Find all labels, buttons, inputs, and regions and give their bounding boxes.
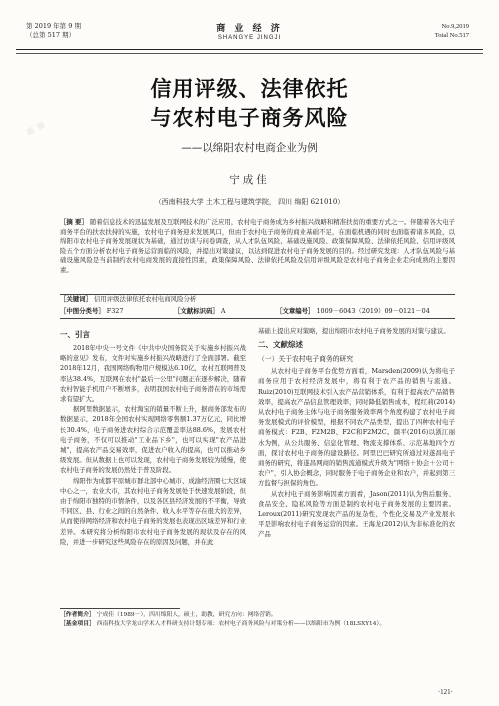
author-name: 宁成佳 bbox=[229, 174, 270, 186]
total-cn: （总第 517 期） bbox=[26, 31, 76, 39]
keywords-text: 信用评级法律依托农村电商风险分析 bbox=[94, 295, 197, 303]
footnote-rule bbox=[60, 608, 180, 609]
author-affiliation: （西南科技大学 土木工程与建筑学院， 四川 绵阳 621010） bbox=[154, 198, 345, 206]
article-title bbox=[0, 75, 499, 133]
title-line-1: 信用评级、法律依托 bbox=[150, 77, 349, 101]
doc-field bbox=[174, 307, 274, 316]
paragraph: 绵阳作为成都平原城市群北部中心城市、成渝经济圈七大区域中心之一，农业大市，其农村电子商务发展处于快速发展阶段，但由于绵阳市独特的市情条件，以及各区县经济发展的不平衡，导致不同区、县、行业之间的自然条件、收入水平等存在很大的差异，从而使得网络经济和农村电子商务的发展也表现出区域差异和行业差异。本研究将分析绵阳市农村电子商务发展的现状及存在的风险，并进一步研究这些风险存在的原因及问题，并在此 bbox=[60, 476, 246, 546]
clc-label: ［中图分类号］ bbox=[60, 307, 105, 315]
issue-en: No.9,2019 bbox=[441, 23, 469, 30]
keywords-label: ［关键词］ bbox=[60, 295, 92, 303]
paragraph: 从农村电子商务平台优势方面看，Marsden(2009)认为将电子商务应用于农村经济发展中，将有利于农产品的销售与流通。Ruiz(2010)互联网技术引入农产品营销体系，有利于提高农产品销售效率，提高农产品信息管理效率，同时降低销售成本，程红莉(2014)从农村电子商务主体与电子商务服务效率两个角度构建了农村电子商务发展模式的评价模型，根据不同农产品类型，提出了四种农村电子商务模式：F2B、F2M2B、F2C和F2M2C。颜平(2016)以浙江丽水为例，从公共服务、信息化管理、物流支撑体系、示范基地四个方面，探讨农村电子商务的建设路径。阿里巴巴研究所通过对遂昌电子商务的研究，将遂昌网商的销售流通模式升级为"网络＋协会＋公司＋农户"，引入协会概念，同时服务于电子商务企业和农户，并起到第三方监督与担保的角色。 bbox=[258, 367, 455, 488]
art-field bbox=[276, 307, 430, 316]
author-note-label: ［作者简介］ bbox=[60, 612, 95, 618]
header-rule bbox=[16, 53, 483, 54]
abstract bbox=[60, 218, 455, 276]
classification-row bbox=[60, 307, 455, 316]
paragraph: 2018年中央一号文件《中共中央国务院关于实施乡村振兴战略的意见》发布，文件对实施乡村振兴战略进行了全面部署。截至2018年12月，我国网络购物用户规模达6.10亿，农村互联网普及率达38.4%，互联网在农村"最后一公里"问题正在逐步解决，随着农村智能手机用户不断增多，表明我国农村电子商务潜在的市场需求有望扩大。 bbox=[60, 344, 246, 404]
fund-note-text: 西南科技大学龙山学术人才科研支持计划专项：农村电子商务风险与对策分析——以绵阳市为例（18LSXY14）。 bbox=[96, 621, 386, 627]
subsection-heading: （一）关于农村电子商务的研究 bbox=[258, 355, 354, 364]
clc-field bbox=[60, 307, 172, 316]
total-en: Total No.517 bbox=[434, 32, 469, 39]
article-subtitle: ——以绵阳农村电商企业为例 bbox=[181, 142, 318, 154]
header-center bbox=[16, 21, 483, 41]
paragraph: 从农村电子商务影响因素方面看，Jason(2011)认为售后服务、食品安全、隐私风险等方面是制约农村电子商务发展的主要因素。Leroux(2011)研究发现农产品的复杂性、个性化交易及产业发展水平是影响农村电子商务运营的因素。王海龙(2012)认为非标准化的农产品 bbox=[258, 489, 455, 539]
author-note-text: 宁成佳（1989－），四川绵阳人，硕士，助教，研究方向：网络营销。 bbox=[96, 612, 277, 618]
doc-label: ［文献标识码］ bbox=[174, 307, 219, 315]
keywords bbox=[60, 295, 455, 304]
fund-note bbox=[60, 620, 455, 629]
doc-value: A bbox=[220, 307, 226, 315]
issue-cn: 第 2019 年第 9 期 bbox=[26, 22, 81, 30]
abstract-text: 随着信息技术的迅猛发展及互联网技术的广泛应用，农村电子商务成为乡村振兴战略和精准扶贫的重要方式之一。伴随着各大电子商务平台的扶农扶持的实施，农村电子商务迎来发展风口，但由于农村电子商务的商业基础不足，在面临机遇的同时也面临着诸多风险，以绵阳市农村电子商务发展现状为基础，通过访谈与问卷调查，从人才队伍风险、基础设施风险、政策保障风险、法律依托风险、信用评级风险五个方面分析农村电子商务运营面临的风险，并提出对策建议，以达到促进农村电子商务发展的目的。经过研究发现：人才队伍风险与基础设施风险是当前制约农村电商发展的直接性因素，政策保障风险、法律依托风险及信用评级风险是农村电子商务企业走向成熟的主要因素。 bbox=[60, 218, 455, 274]
art-label: ［文章编号］ bbox=[276, 307, 315, 315]
footnotes bbox=[60, 611, 455, 629]
paragraph: 据阿里数据显示，农村淘宝的销量不断上升，据商务部发布的数据显示，2018年全国农村实现网络零售额1.37万亿元，同比增长30.4%，电子商务进农村综合示范覆盖率达88.6%，发展农村电子商务，不仅可以推动"工业品下乡"，也可以实现"农产品进城"，提高农产品交易效率，促进农户收入的提高，也可以推动乡级发展。但从数据上也可以发现，农村电子商务发展较为缓慢，使农村电子商务的发展仍然处于普及阶段。 bbox=[60, 405, 246, 475]
page-number: ·121· bbox=[437, 688, 453, 696]
author-note bbox=[60, 611, 455, 620]
abstract-label: ［摘 要］ bbox=[60, 218, 88, 226]
running-header bbox=[16, 18, 483, 50]
section-heading-review: 二、文献综述 bbox=[258, 340, 303, 350]
classification-rule bbox=[60, 318, 455, 319]
keywords-rule bbox=[60, 294, 455, 295]
left-column bbox=[60, 326, 246, 547]
paragraph: 基础上提出应对策略，提出绵阳市农村电子商务发展的对策与建议。 bbox=[258, 327, 450, 335]
watermark: ▪▪ bbox=[22, 115, 51, 140]
section-heading-intro: 一、引言 bbox=[60, 330, 90, 339]
journal-name-en: SHANGYE JINGJI bbox=[217, 35, 282, 41]
fund-note-label: ［基金项目］ bbox=[60, 621, 95, 627]
clc-value: F327 bbox=[106, 307, 124, 315]
art-value: 1009－6043（2019）09－0121－04 bbox=[316, 307, 430, 315]
journal-name-cn: 商 业 经 济 bbox=[216, 24, 283, 34]
header-right bbox=[435, 22, 469, 40]
title-line-2: 与农村电子商务风险 bbox=[150, 106, 349, 130]
right-column bbox=[258, 326, 455, 540]
